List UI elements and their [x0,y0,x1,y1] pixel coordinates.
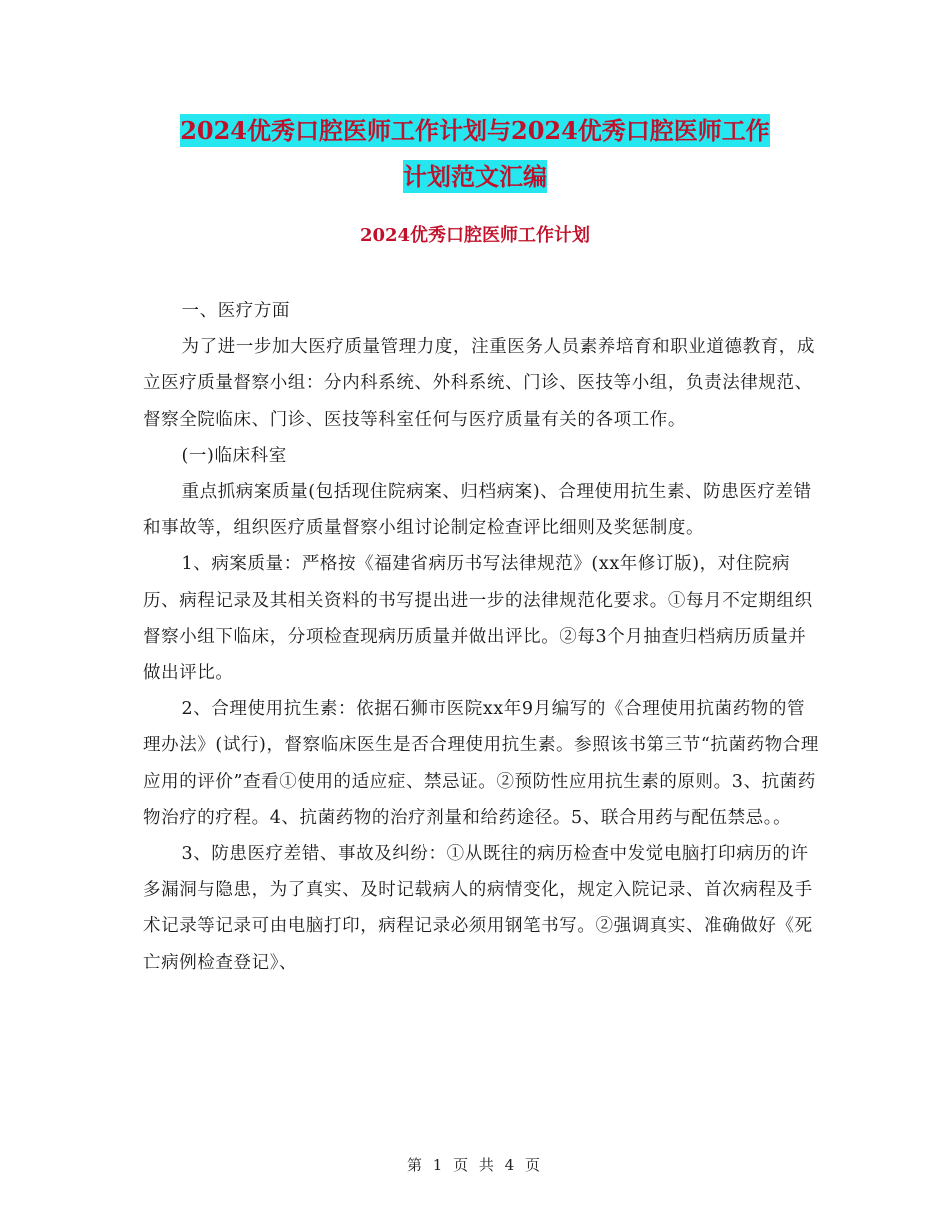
body-text [143,293,823,981]
paragraph: 2、合理使用抗生素：依据石狮市医院xx年9月编写的《合理使用抗菌药物的管理办法》(试行)，督察临床医生是否合理使用抗生素。参照该书第三节“抗菌药物合理应用的评价”查看①使用的适应症、禁忌证。②预防性应用抗生素的原则。3、抗菌药物治疗的疗程。4、抗菌药物的治疗剂量和给药途径。5、联合用药与配伍禁忌。。 [143,699,819,828]
document-title-line-2: 计划范文汇编 [403,162,547,191]
page-footer: 第 1 页 共 4 页 [407,1156,543,1174]
paragraph: 一、医疗方面 [181,301,291,321]
paragraph: (一)临床科室 [181,445,287,466]
document-title [0,108,950,200]
paragraph: 3、防患医疗差错、事故及纠纷：①从既往的病历检查中发觉电脑打印病历的许多漏洞与隐患，为了真实、及时记载病人的病情变化，规定入院记录、首次病程及手术记录等记录可由电脑打印，病程记录必须用钢笔书写。②强调真实、准确做好《死亡病例检查登记》、 [143,844,813,973]
paragraph: 重点抓病案质量(包括现住院病案、归档病案)、合理使用抗生素、防患医疗差错和事故等，组织医疗质量督察小组讨论制定检查评比细则及奖惩制度。 [143,482,812,539]
section-title: 2024优秀口腔医师工作计划 [359,225,591,246]
paragraph: 1、病案质量：严格按《福建省病历书写法律规范》(xx年修订版)，对住院病历、病程记录及其相关资料的书写提出进一步的法律规范化要求。①每月不定期组织督察小组下临床，分项检查现病历质量并做出评比。②每3个月抽查归档病历质量并做出评比。 [143,554,813,684]
document-title-line-1: 2024优秀口腔医师工作计划与2024优秀口腔医师工作 [180,116,770,145]
paragraph: 为了进一步加大医疗质量管理力度，注重医务人员素养培育和职业道德教育，成立医疗质量督察小组：分内科系统、外科系统、门诊、医技等小组，负责法律规范、督察全院临床、门诊、医技等科室任何与医疗质量有关的各项工作。 [143,337,815,430]
